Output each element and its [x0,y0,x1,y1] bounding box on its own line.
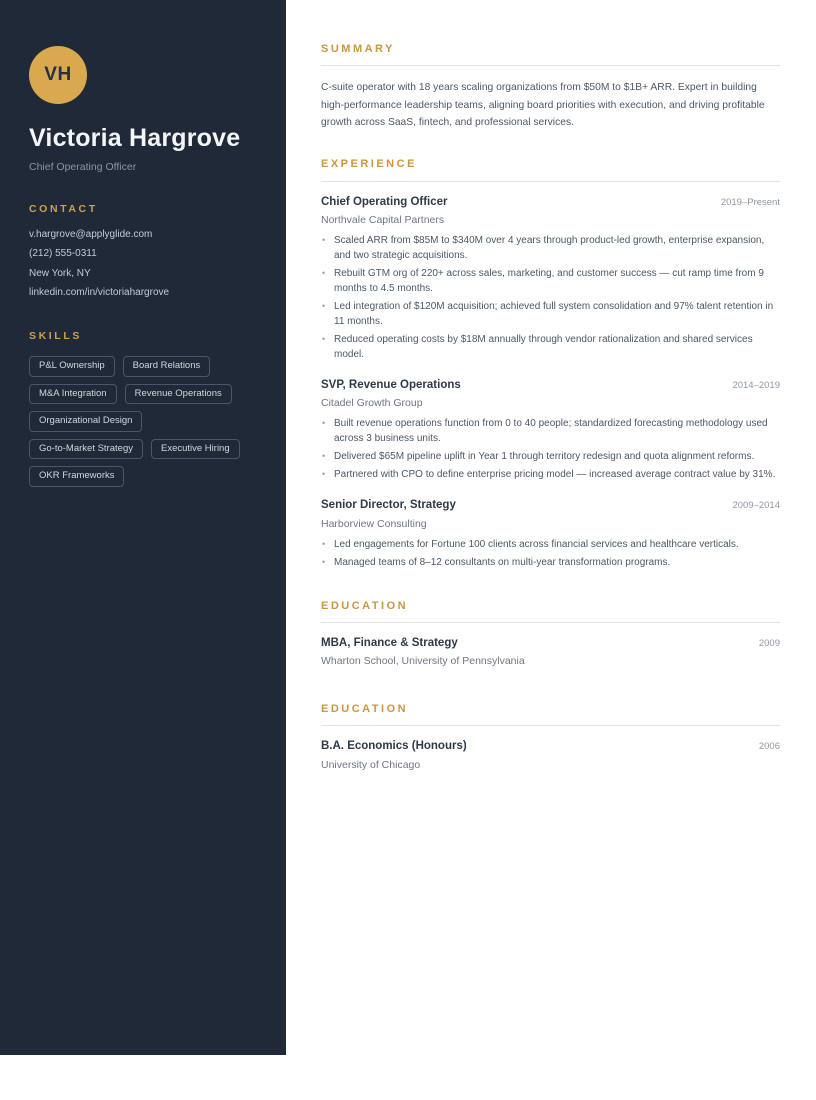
contact-location: New York, NY [29,267,91,279]
summary-heading: SUMMARY [321,43,780,66]
job-entry [321,498,780,569]
job-company: Northvale Capital Partners [321,213,445,226]
skill-tag: P&L Ownership [29,356,115,377]
education-header [321,739,780,753]
contact-heading: CONTACT [29,202,98,215]
job-entry [321,195,780,362]
education-section-2 [321,703,780,771]
person-name: Victoria Hargrove [29,124,241,152]
skill-tag: OKR Frameworks [29,466,124,487]
job-bullet: • Led engagements for Fortune 100 clients across financial services and healthcare verticals. [321,537,780,552]
degree-title: MBA, Finance & Strategy [321,636,458,649]
education-school: University of Chicago [321,758,421,771]
education-heading: EDUCATION [321,600,780,623]
skill-tag: Organizational Design [29,411,142,432]
job-bullet: • Rebuilt GTM org of 220+ across sales, marketing, and customer success — cut ramp time from 9 months to 4.5 months. [321,266,780,296]
contact-email: v.hargrove@applyglide.com [29,228,153,240]
avatar [29,46,87,104]
contact-list [29,228,262,300]
job-bullet: • Scaled ARR from $85M to $340M over 4 years through product-led growth, enterprise expansion, and two strategic acquisitions. [321,233,780,263]
skill-tag: Executive Hiring [151,439,240,460]
job-dates: 2009–2014 [732,500,780,512]
experience-section [321,158,780,569]
job-title: SVP, Revenue Operations [321,378,461,391]
job-bullet: • Led integration of $120M acquisition; achieved full system consolidation and 97% talent retention in 11 months. [321,299,780,329]
skills-heading: SKILLS [29,330,82,342]
education-entry [321,739,780,770]
skill-tag: Board Relations [123,356,211,377]
person-job-title: Chief Operating Officer [29,160,137,173]
job-header [321,378,780,392]
job-bullets [321,537,780,570]
contact-linkedin: linkedin.com/in/victoriahargrove [29,287,170,298]
skill-tag: Go-to-Market Strategy [29,439,143,460]
summary-text: C-suite operator with 18 years scaling organizations from $50M to $1B+ ARR. Expert in building high-performance leadership teams, aligning board priorities with execution, and driving profitable growth across SaaS, fintech, and professional services. [321,82,765,128]
job-bullets [321,233,780,362]
skills-list [29,356,262,487]
education-school: Wharton School, University of Pennsylvania [321,655,525,668]
education-section-1 [321,600,780,668]
main-content [286,0,816,771]
job-bullet: • Reduced operating costs by $18M annually through vendor rationalization and shared services model. [321,332,780,362]
education-entry [321,636,780,667]
job-dates: 2019–Present [720,196,780,208]
sidebar [0,0,286,1055]
job-bullet: • Partnered with CPO to define enterprise pricing model — increased average contract value by 31%. [321,467,780,482]
job-bullets [321,416,780,482]
job-header [321,498,780,512]
job-title: Chief Operating Officer [321,195,448,208]
job-bullet: • Managed teams of 8–12 consultants on multi-year transformation programs. [321,555,780,570]
job-bullet: • Built revenue operations function from 0 to 40 people; standardized forecasting methodology used across 3 business units. [321,416,780,446]
job-bullet: • Delivered $65M pipeline uplift in Year 1 through territory redesign and quota alignment reforms. [321,449,780,464]
skill-tag: M&A Integration [29,384,117,405]
job-dates: 2014–2019 [732,379,780,391]
avatar-initials: VH [44,64,72,85]
job-title: Senior Director, Strategy [321,499,456,512]
education-header [321,636,780,650]
education-year: 2006 [758,741,780,753]
degree-title: B.A. Economics (Honours) [321,740,467,753]
education-year: 2009 [758,637,780,649]
summary-section [321,43,780,131]
education-heading: EDUCATION [321,703,780,726]
contact-phone: (212) 555-0311 [29,248,97,259]
experience-heading: EXPERIENCE [321,158,780,181]
skill-tag: Revenue Operations [125,384,232,405]
job-header [321,195,780,209]
job-company: Harborview Consulting [321,517,427,530]
job-company: Citadel Growth Group [321,397,423,410]
job-entry [321,378,780,482]
